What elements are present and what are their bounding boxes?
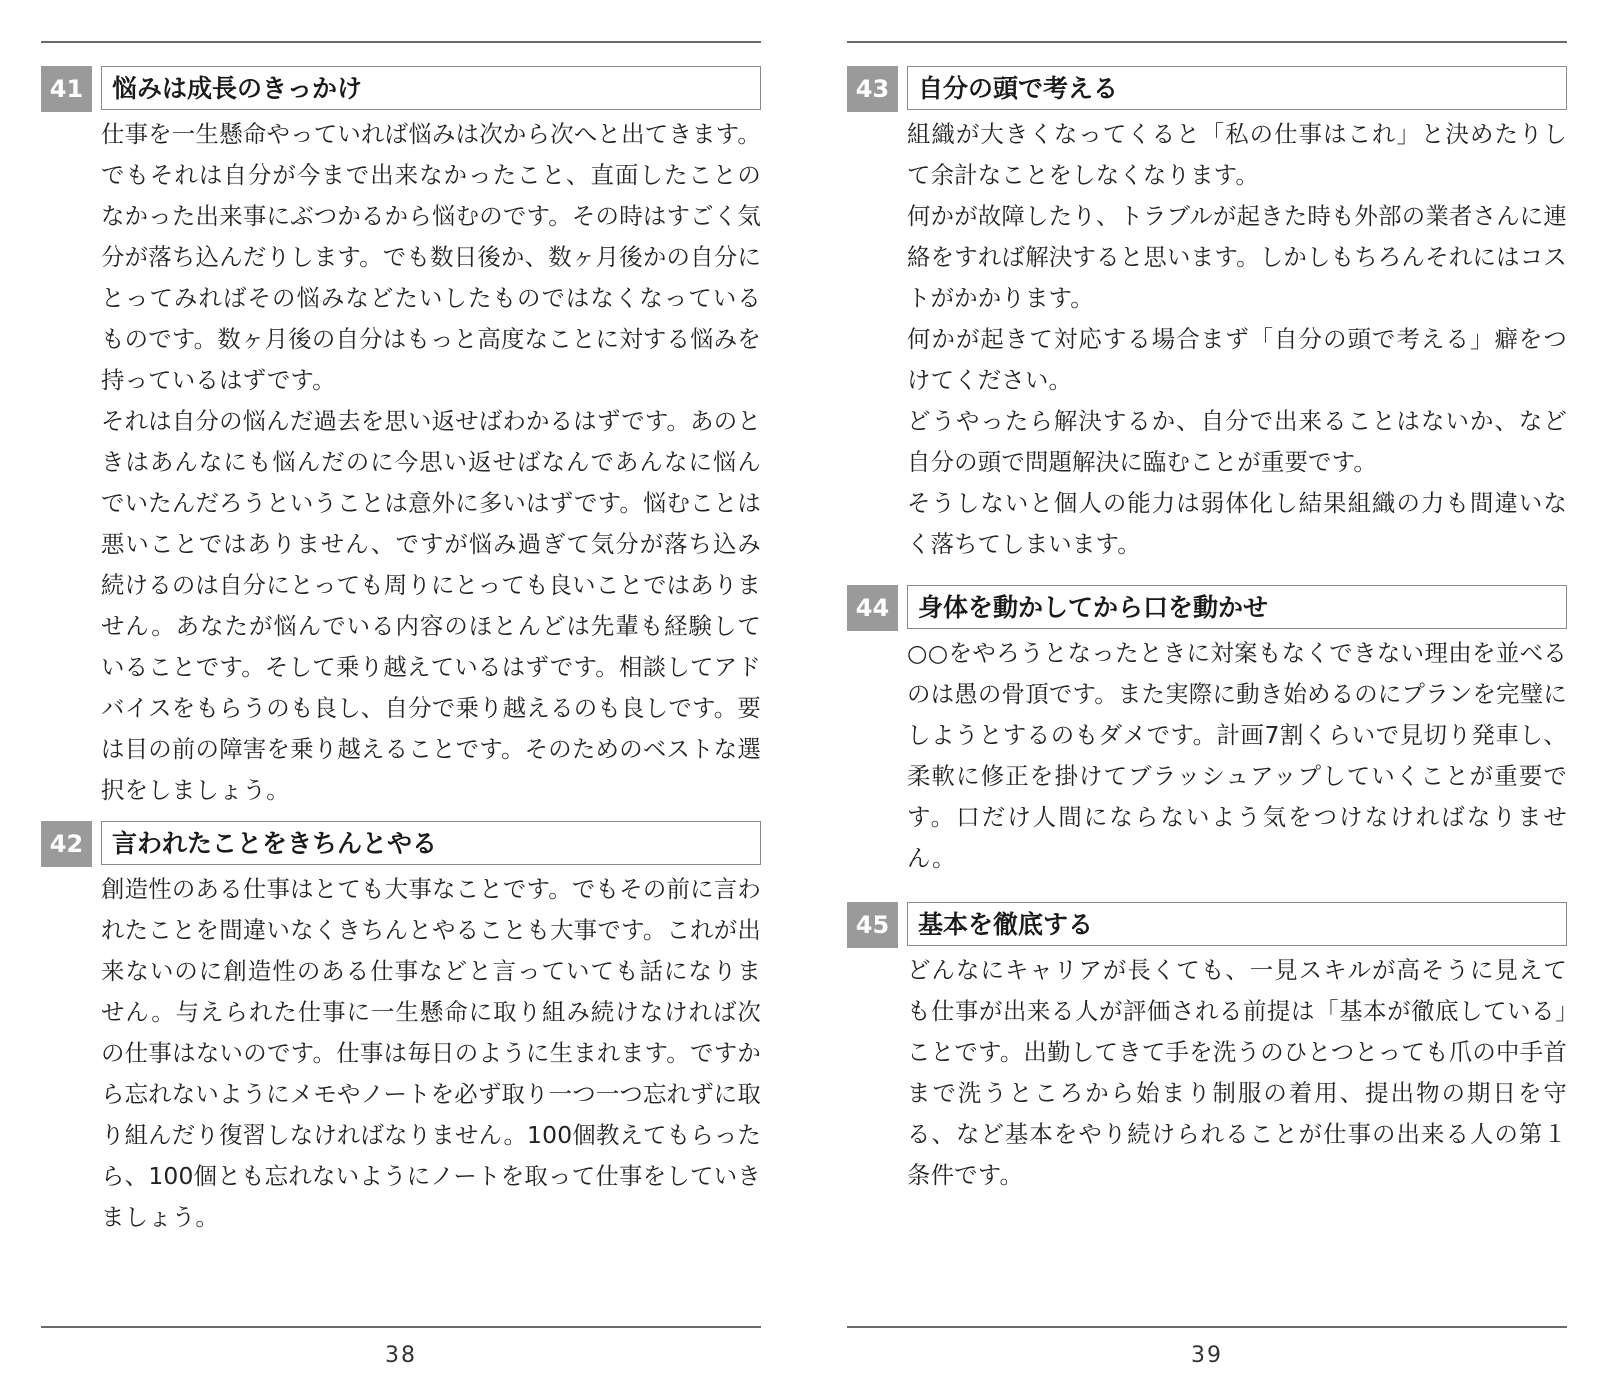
section-header <box>41 821 761 867</box>
section-title: 基本を徹底する <box>907 902 1567 946</box>
paragraph: ○○をやろうとなったときに対案もなくできない理由を並べるのは愚の骨頂です。また実際に動き始めるのにプランを完璧にしようとするのもダメです。計画7割くらいで見切り発車し、柔軟に修正を掛けてブラッシュアップしていくことが重要です。口だけ人間にならないよう気をつけなければなりません。 <box>907 639 1567 872</box>
section-number-badge: 43 <box>847 66 898 112</box>
paragraph: 仕事を一生懸命やっていれば悩みは次から次へと出てきます。でもそれは自分が今まで出来なかったこと、直面したことのなかった出来事にぶつかるから悩むのです。その時はすごく気分が落ち込んだりします。でも数日後か、数ヶ月後かの自分にとってみればその悩みなどたいしたものではなくなっているものです。数ヶ月後の自分はもっと高度なことに対する悩みを持っているはずです。 <box>101 120 761 394</box>
section-body <box>101 114 761 811</box>
page-number: 39 <box>1191 1343 1223 1368</box>
section-number-badge: 42 <box>41 821 92 867</box>
section-body <box>907 633 1567 879</box>
section-body <box>907 950 1567 1196</box>
section-title: 悩みは成長のきっかけ <box>101 66 761 110</box>
bottom-rule <box>41 1326 761 1328</box>
section-number-badge: 45 <box>847 902 898 948</box>
paragraph: 何かが故障したり、トラブルが起きた時も外部の業者さんに連絡をすれば解決すると思います。しかしもちろんそれにはコストがかかります。 <box>907 202 1567 312</box>
paragraph: 組織が大きくなってくると「私の仕事はこれ」と決めたりして余計なことをしなくなります。 <box>907 120 1567 189</box>
paragraph: どうやったら解決するか、自分で出来ることはないか、など自分の頭で問題解決に臨むことが重要です。 <box>907 407 1567 476</box>
right-page <box>847 0 1567 1400</box>
section-header <box>847 585 1567 631</box>
section-43 <box>847 66 1567 565</box>
section-number-badge: 44 <box>847 585 898 631</box>
bottom-rule <box>847 1326 1567 1328</box>
section-body <box>907 114 1567 565</box>
section-title: 自分の頭で考える <box>907 66 1567 110</box>
paragraph: どんなにキャリアが長くても、一見スキルが高そうに見えても仕事が出来る人が評価される前提は「基本が徹底している」ことです。出勤してきて手を洗うのひとつとっても爪の中手首まで洗うところから始まり制服の着用、提出物の期日を守る、など基本をやり続けられることが仕事の出来る人の第１条件です。 <box>907 956 1567 1189</box>
page-number: 38 <box>385 1343 417 1368</box>
section-header <box>847 902 1567 948</box>
section-title: 身体を動かしてから口を動かせ <box>907 585 1567 629</box>
section-41 <box>41 66 761 811</box>
left-page <box>41 0 761 1400</box>
top-rule <box>41 41 761 43</box>
paragraph: そうしないと個人の能力は弱体化し結果組織の力も間違いなく落ちてしまいます。 <box>907 489 1567 558</box>
section-44 <box>847 585 1567 879</box>
paragraph: 創造性のある仕事はとても大事なことです。でもその前に言われたことを間違いなくきちんとやることも大事です。これが出来ないのに創造性のある仕事などと言っていても話になりません。与えられた仕事に一生懸命に取り組み続けなければ次の仕事はないのです。仕事は毎日のように生まれます。ですから忘れないようにメモやノートを必ず取り一つ一つ忘れずに取り組んだり復習しなければなりません。100個教えてもらったら、100個とも忘れないようにノートを取って仕事をしていきましょう。 <box>101 875 762 1231</box>
section-header <box>847 66 1567 112</box>
section-number-badge: 41 <box>41 66 92 112</box>
section-header <box>41 66 761 112</box>
paragraph: それは自分の悩んだ過去を思い返せばわかるはずです。あのときはあんなにも悩んだのに今思い返せばなんであんなに悩んでいたんだろうということは意外に多いはずです。悩むことは悪いことではありません、ですが悩み過ぎて気分が落ち込み続けるのは自分にとっても周りにとっても良いことではありません。あなたが悩んでいる内容のほとんどは先輩も経験していることです。そして乗り越えているはずです。相談してアドバイスをもらうのも良し、自分で乗り越えるのも良しです。要は目の前の障害を乗り越えることです。そのためのベストな選択をしましょう。 <box>101 407 761 804</box>
section-title: 言われたことをきちんとやる <box>101 821 761 865</box>
section-42 <box>41 821 761 1238</box>
section-body <box>101 869 761 1238</box>
paragraph: 何かが起きて対応する場合まず「自分の頭で考える」癖をつけてください。 <box>907 325 1567 394</box>
top-rule <box>847 41 1567 43</box>
section-45 <box>847 902 1567 1196</box>
